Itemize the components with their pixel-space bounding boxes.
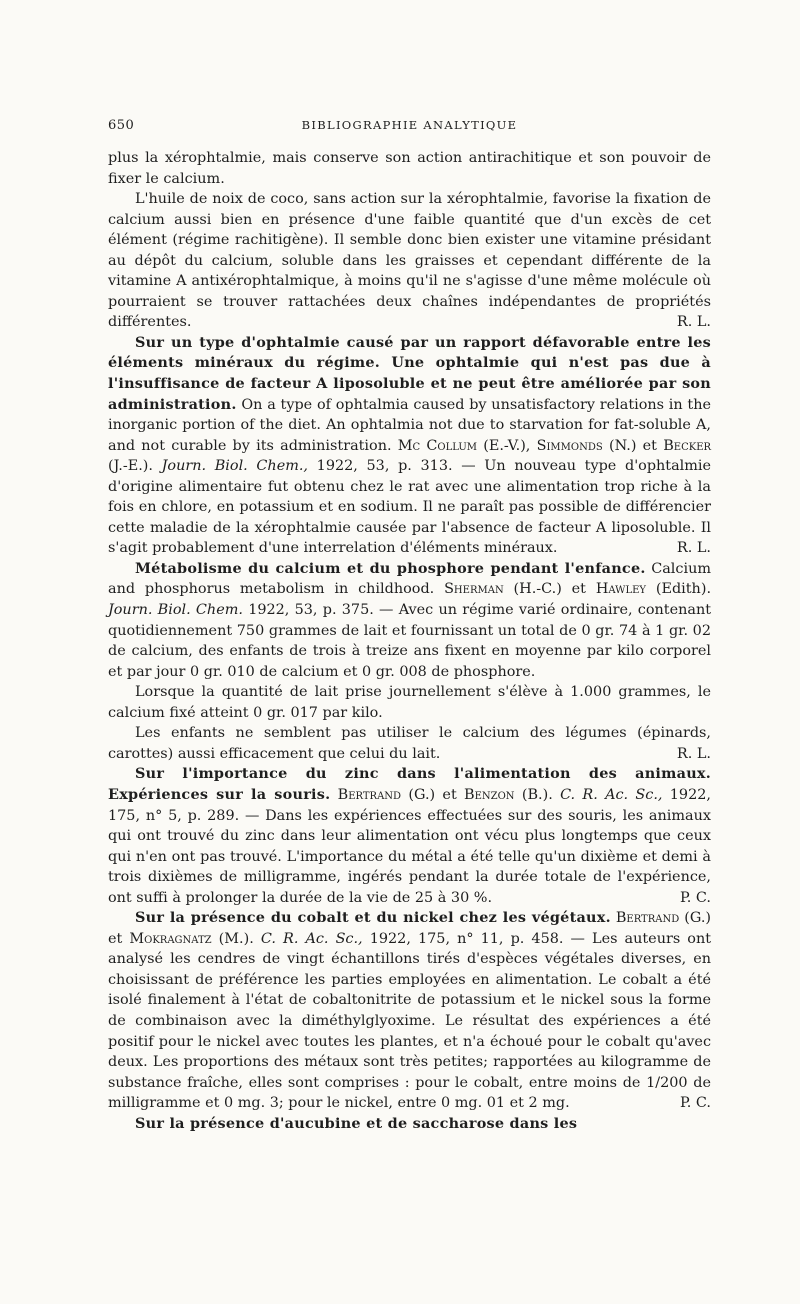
author-name: Bertrand xyxy=(337,786,402,803)
author-name: Simmonds xyxy=(536,437,603,454)
paragraph: Lorsque la quantité de lait prise journellement s'élève à 1.000 grammes, le calcium fixé atteint 0 gr. 017 par kilo. xyxy=(108,684,711,721)
page-number: 650 xyxy=(108,118,135,133)
author-name: Mc Collum xyxy=(397,437,477,454)
reference: 1922, 175, n° 11, p. 458. — xyxy=(369,930,585,947)
paragraph xyxy=(108,189,711,333)
entry-body: Avec un régime varié ordinaire, contenant quotidiennement 750 grammes de lait et fournissant un total de 0 gr. 74 à 1 gr. 02 de calcium, des enfants de trois à treize ans fixent en moyenne par kilo corporel et par jour 0 gr. 010 de calcium et 0 gr. 008 de phosphore. xyxy=(108,602,711,680)
reviewer-initials: R. L. xyxy=(676,540,711,557)
entry-title: Sur la présence du cobalt et du nickel chez les végétaux. xyxy=(135,909,611,927)
english-title: Calcium and phosphorus metabolism in childhood. xyxy=(108,560,711,598)
author-name: Hawley xyxy=(595,581,646,598)
entry-body: Un nouveau type d'ophtalmie d'origine alimentaire fut obtenu chez le rat avec une alimentation trop riche à la fois en chlore, en potassium et en sodium. Il ne paraît pas possible de différencier cette maladie de la xérophtalmie causée par l'absence de facteur A liposoluble. Il s'agit probablement d'une interrelation d'éléments minéraux. xyxy=(108,458,712,557)
author-initials: (H.-C.) et xyxy=(513,581,586,598)
author-initials: (B.). xyxy=(521,786,553,803)
journal-name: Journ. Biol. Chem., xyxy=(161,458,308,475)
entry-title: Sur un type d'ophtalmie causé par un rapport défavorable entre les éléments minéraux du régime. Une ophtalmie qui n'est pas due à l'insuffisance de facteur A liposoluble et ne peut être améliorée par son administration. xyxy=(108,333,711,413)
paragraph-text: Les enfants ne semblent pas utiliser le calcium des légumes (épinards, carottes) aussi efficacement que celui du lait. xyxy=(108,725,711,762)
abstract-entry xyxy=(108,764,711,908)
author-initials: (G.) et xyxy=(408,786,457,803)
english-title: On a type of ophtalmia caused by unsatisfactory relations in the inorganic portion of the diet. An ophtalmia not due to starvation for fat-soluble A, and not curable by its administration. xyxy=(108,396,711,454)
reviewer-initials: R. L. xyxy=(676,314,711,331)
page-header xyxy=(108,118,711,140)
entry-body: Les auteurs ont analysé les cendres de vingt échantillons tirés d'espèces végétales diverses, en choisissant de préférence les parties employées en alimentation. Le cobalt a été isolé finalement à l'état de cobaltonitrite de potassium et le nickel sous la forme de combinaison avec la diméthylglyoxime. Le résultat des expériences a été positif pour le nickel avec toutes les plantes, et n'a échoué pour le cobalt qu'avec deux. Les proportions des métaux sont très petites; rapportées au kilogramme de substance fraîche, elles sont comprises : pour le cobalt, entre moins de 1/200 de milligramme et 0 mg. 3; pour le nickel, entre 0 mg. 01 et 2 mg. xyxy=(108,930,712,1112)
reviewer-initials: P. C. xyxy=(680,1095,711,1112)
reference: 1922, 175, n° 5, p. 289. — xyxy=(108,786,711,824)
reviewer-initials: P. C. xyxy=(680,889,711,906)
author-name: Mokragnatz xyxy=(129,930,212,947)
journal-name: C. R. Ac. Sc., xyxy=(560,786,663,803)
author-name: Benzon xyxy=(464,786,515,803)
reviewer-initials: R. L. xyxy=(676,745,711,762)
author-initials: (J.-E.). xyxy=(108,458,153,475)
paragraph xyxy=(108,723,711,764)
author-name: Sherman xyxy=(444,581,504,598)
author-initials: (N.) et xyxy=(608,437,657,454)
journal-name: Journ. Biol. Chem. xyxy=(108,602,243,619)
entry-title: Métabolisme du calcium et du phosphore pendant l'enfance. xyxy=(135,559,646,577)
entry-body: Dans les expériences effectuées sur des souris, les animaux qui ont trouvé du zinc dans leur alimentation ont vécu plus longtemps que ceux qui n'en ont pas trouvé. L'importance du métal a été telle qu'un dixième et demi à trois dixièmes de milligramme, ingérés pendant la durée totale de l'expérience, ont suffi à prolonger la durée de la vie de 25 à 30 %. xyxy=(108,807,711,906)
reference: 1922, 53, p. 313. — xyxy=(316,458,476,475)
author-initials: (M.). xyxy=(218,930,254,947)
entry-title: Sur la présence d'aucubine et de saccharose dans les xyxy=(135,1114,578,1132)
journal-name: C. R. Ac. Sc., xyxy=(260,930,363,947)
author-name: Bertrand xyxy=(615,910,680,927)
abstract-entry xyxy=(108,1114,711,1135)
author-initials: (G.) et xyxy=(108,910,712,947)
paragraph-text: L'huile de noix de coco, sans action sur la xérophtalmie, favorise la fixation de calcium aussi bien en présence d'une faible quantité que d'un excès de cet élément (régime rachitigène). Il semble donc bien exister une vitamine présidant au dépôt du calcium, soluble dans les graisses et cependant différente de la vitamine A antixérophtalmique, à moins qu'il ne s'agisse d'une même molécule où pourraient se trouver rattachées deux chaînes indépendantes de propriétés différentes. xyxy=(108,191,711,331)
reference: 1922, 53, p. 375. — xyxy=(248,602,394,619)
abstract-entry xyxy=(108,333,711,559)
author-initials: (E.-V.), xyxy=(483,437,531,454)
author-name: Becker xyxy=(663,437,712,454)
author-initials: (Edith). xyxy=(655,581,712,598)
paragraph: plus la xérophtalmie, mais conserve son action antirachitique et son pouvoir de fixer le calcium. xyxy=(108,150,711,187)
running-head: BIBLIOGRAPHIE ANALYTIQUE xyxy=(301,118,518,132)
abstract-entry xyxy=(108,908,711,1113)
abstract-entry xyxy=(108,559,711,682)
entry-title: Sur l'importance du zinc dans l'alimentation des animaux. Expériences sur la souris. xyxy=(108,765,711,803)
page-body xyxy=(108,148,711,1134)
